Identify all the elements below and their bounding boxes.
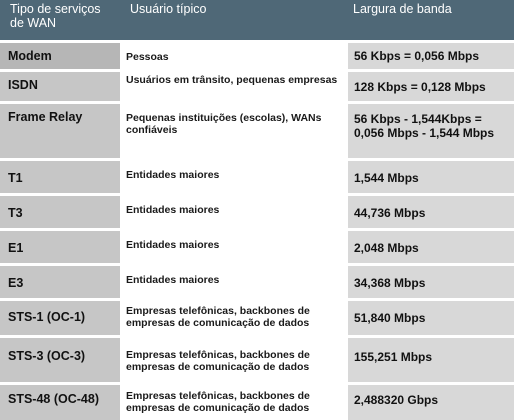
bandwidth-cell: 51,840 Mbps <box>348 301 514 335</box>
typical-user-cell: Pessoas <box>120 43 348 69</box>
typical-user-cell: Entidades maiores <box>120 266 348 298</box>
typical-user-cell: Entidades maiores <box>120 196 348 228</box>
service-type-cell: E3 <box>0 266 120 298</box>
service-type-cell: E1 <box>0 231 120 263</box>
service-type-cell: Modem <box>0 43 120 69</box>
service-type-cell: ISDN <box>0 72 120 101</box>
service-type-cell: T3 <box>0 196 120 228</box>
service-type-cell: STS-3 (OC-3) <box>0 338 120 382</box>
typical-user-cell: Empresas telefônicas, backbones de empresas de comunicação de dados <box>120 385 348 420</box>
bandwidth-cell: 2,048 Mbps <box>348 231 514 263</box>
bandwidth-cell: 2,488320 Gbps <box>348 385 514 420</box>
header-bandwidth: Largura de banda <box>348 0 514 40</box>
header-service-type: Tipo de serviços de WAN <box>0 0 120 40</box>
typical-user-cell: Pequenas instituições (escolas), WANs confiáveis <box>120 104 348 158</box>
typical-user-cell: Entidades maiores <box>120 161 348 193</box>
service-type-cell: T1 <box>0 161 120 193</box>
typical-user-cell: Empresas telefônicas, backbones de empresas de comunicação de dados <box>120 301 348 335</box>
service-type-cell: Frame Relay <box>0 104 120 158</box>
typical-user-cell: Entidades maiores <box>120 231 348 263</box>
typical-user-cell: Usuários em trânsito, pequenas empresas <box>120 72 348 101</box>
service-type-cell: STS-48 (OC-48) <box>0 385 120 420</box>
bandwidth-cell: 56 Kbps = 0,056 Mbps <box>348 43 514 69</box>
typical-user-cell: Empresas telefônicas, backbones de empresas de comunicação de dados <box>120 338 348 382</box>
bandwidth-cell: 128 Kbps = 0,128 Mbps <box>348 72 514 101</box>
bandwidth-cell: 155,251 Mbps <box>348 338 514 382</box>
bandwidth-cell: 44,736 Mbps <box>348 196 514 228</box>
bandwidth-cell: 34,368 Mbps <box>348 266 514 298</box>
service-type-cell: STS-1 (OC-1) <box>0 301 120 335</box>
bandwidth-cell: 1,544 Mbps <box>348 161 514 193</box>
header-typical-user: Usuário típico <box>120 0 348 40</box>
bandwidth-cell: 56 Kbps - 1,544Kbps = 0,056 Mbps - 1,544 Mbps <box>348 104 514 158</box>
